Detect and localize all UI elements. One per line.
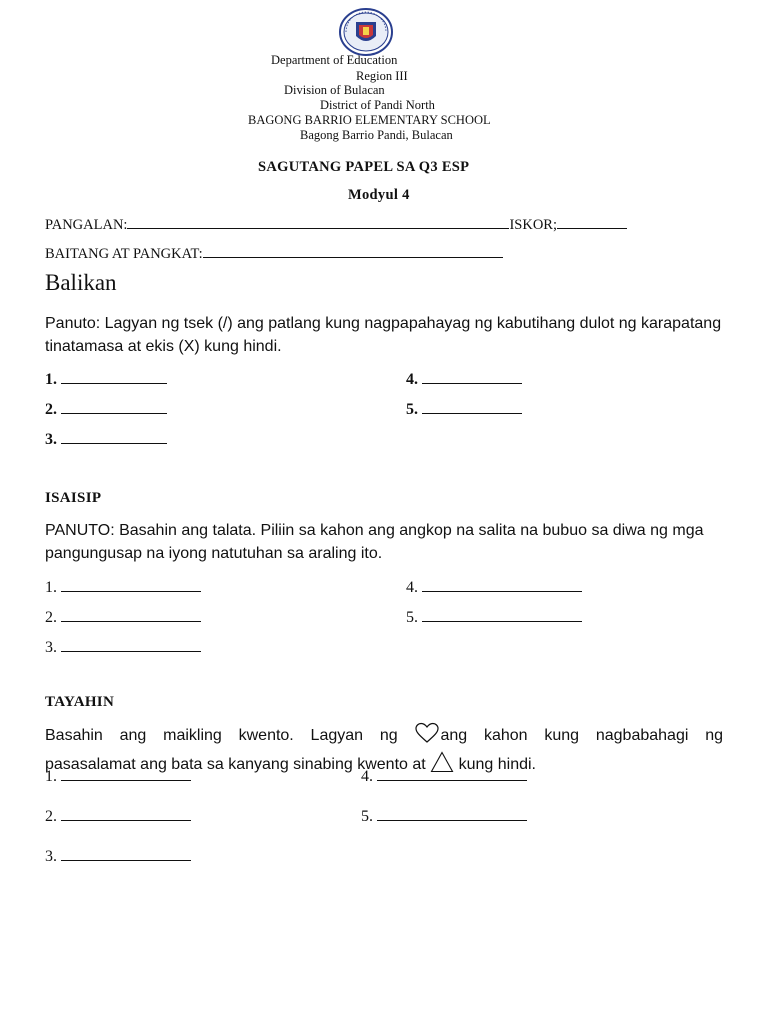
name-label: PANGALAN: [45,217,128,233]
page-title: SAGUTANG PAPEL SA Q3 ESP [258,159,470,175]
balikan-instruction: Panuto: Lagyan ng tsek (/) ang patlang kung nagpapahayag ng kabutihang dulot ng karapatang tinatamasa at ekis (X) kung hindi. [45,315,722,355]
grade-field[interactable] [45,243,503,263]
balikan-item-1[interactable]: 1. [45,369,167,389]
tayahin-item-5[interactable]: 5. [361,806,527,826]
answer-blank[interactable] [61,399,167,414]
school-name: BAGONG BARRIO ELEMENTARY SCHOOL [248,113,491,127]
name-blank[interactable] [127,214,509,229]
grade-label: BAITANG AT PANGKAT: [45,246,203,262]
district-text: District of Pandi North [320,98,435,112]
score-blank[interactable] [557,214,627,229]
answer-blank[interactable] [422,607,582,622]
deped-seal [338,8,394,56]
score-label: ISKOR; [509,217,557,233]
isaisip-item-5[interactable]: 5. [406,607,582,627]
balikan-item-4[interactable]: 4. [406,369,522,389]
seal-icon [338,8,394,56]
answer-blank[interactable] [61,846,191,861]
tayahin-item-4[interactable]: 4. [361,766,527,786]
tayahin-item-3[interactable]: 3. [45,846,191,866]
answer-blank[interactable] [61,607,201,622]
tayahin-heading: TAYAHIN [45,694,115,710]
answer-blank[interactable] [61,806,191,821]
division-text: Division of Bulacan [284,83,385,97]
answer-blank[interactable] [422,399,522,414]
department-text: Department of Education [271,53,398,67]
answer-blank[interactable] [422,577,582,592]
isaisip-instruction: PANUTO: Basahin ang talata. Piliin sa kahon ang angkop na salita na bubuo sa diwa ng mga pangungusap na iyong natutuhan sa araling ito. [45,522,704,562]
name-field[interactable] [45,214,627,234]
balikan-item-3[interactable]: 3. [45,429,167,449]
answer-blank[interactable] [377,806,527,821]
school-address: Bagong Barrio Pandi, Bulacan [300,128,453,142]
balikan-heading: Balikan [45,270,117,295]
answer-blank[interactable] [61,766,191,781]
isaisip-item-1[interactable]: 1. [45,577,201,597]
balikan-item-5[interactable]: 5. [406,399,522,419]
answer-blank[interactable] [61,637,201,652]
tayahin-item-2[interactable]: 2. [45,806,191,826]
tayahin-item-1[interactable]: 1. [45,766,191,786]
isaisip-item-3[interactable]: 3. [45,637,201,657]
heart-icon [414,722,440,751]
grade-blank[interactable] [203,243,503,258]
module-title: Modyul 4 [348,187,410,203]
isaisip-heading: ISAISIP [45,490,102,506]
balikan-item-2[interactable]: 2. [45,399,167,419]
answer-blank[interactable] [61,577,201,592]
isaisip-item-4[interactable]: 4. [406,577,582,597]
answer-blank[interactable] [422,369,522,384]
answer-blank[interactable] [61,429,167,444]
answer-blank[interactable] [377,766,527,781]
answer-blank[interactable] [61,369,167,384]
tayahin-instruction-line-1: Basahin ang maikling kwento. Lagyan ng ang kahon kung nagbabahagi ng [45,722,723,751]
tayahin-instruction-line-2: pasasalamat ang bata sa kanyang sinabing kwento at kung hindi. [45,751,723,780]
region-text: Region III [356,69,408,83]
isaisip-item-2[interactable]: 2. [45,607,201,627]
